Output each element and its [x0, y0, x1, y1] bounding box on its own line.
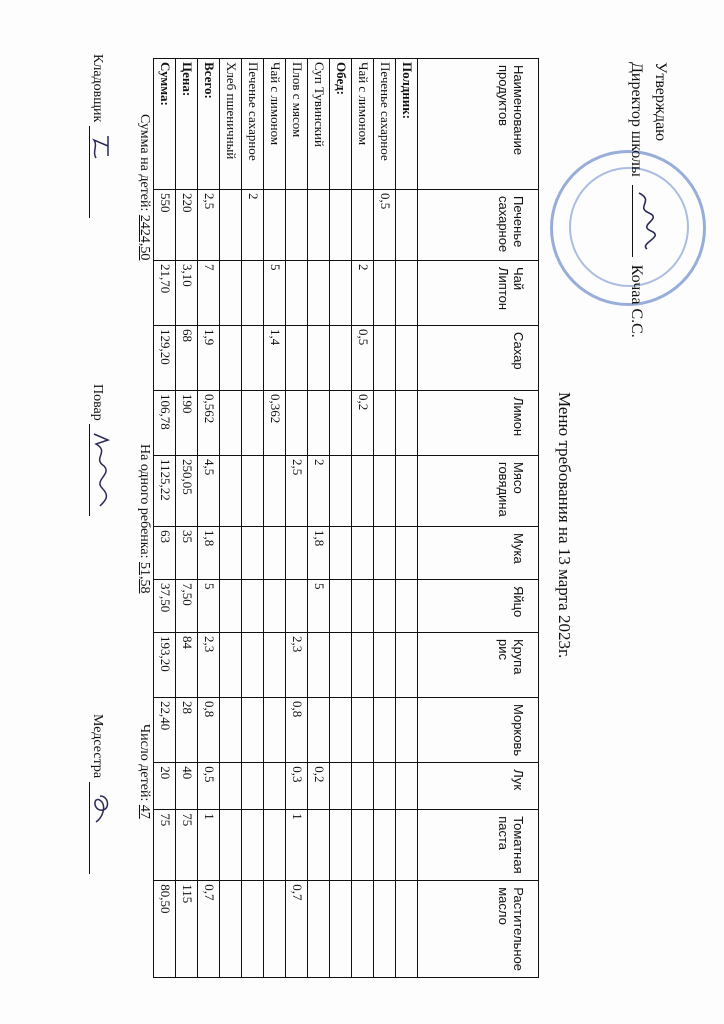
table-cell: 40 [176, 763, 198, 810]
table-cell: 0,8 [286, 698, 308, 763]
table-cell: 75 [154, 810, 176, 881]
table-cell [352, 881, 374, 978]
table-cell [242, 881, 264, 978]
table-cell [220, 763, 242, 810]
table-cell: 0,8 [198, 698, 220, 763]
table-cell [330, 580, 352, 633]
table-cell: 2,5 [286, 456, 308, 527]
table-cell: 220 [176, 190, 198, 261]
table-cell [352, 527, 374, 580]
table-cell: 193,20 [154, 633, 176, 698]
table-cell: 1,4 [264, 326, 286, 391]
children-count: Число детей: 47 [137, 724, 152, 819]
table-cell [352, 810, 374, 881]
table-cell [220, 810, 242, 881]
table-cell [374, 456, 396, 527]
table-row [220, 59, 242, 978]
table-cell: 250,05 [176, 456, 198, 527]
header-column: Печенье сахарное [418, 190, 539, 261]
table-row [264, 59, 286, 978]
table-cell [396, 763, 418, 810]
table-cell [396, 698, 418, 763]
table-cell [352, 633, 374, 698]
table-header-row [418, 59, 539, 978]
table-cell [396, 633, 418, 698]
table-cell [330, 326, 352, 391]
nurse-signature [89, 782, 106, 874]
director-label: Директор школы [628, 62, 645, 177]
table-cell [396, 527, 418, 580]
table-cell: 2 [242, 190, 264, 261]
table-row [198, 59, 220, 978]
table-cell: 0,5 [198, 763, 220, 810]
table-row [242, 59, 264, 978]
table-cell [396, 456, 418, 527]
table-cell: 5 [308, 580, 330, 633]
table-cell [242, 810, 264, 881]
row-name: Плов с мясом [286, 59, 308, 190]
table-row [352, 59, 374, 978]
table-cell: 1 [286, 810, 308, 881]
table-cell: 0,2 [308, 763, 330, 810]
table-cell [374, 763, 396, 810]
header-column: Сахар [418, 326, 539, 391]
table-cell: 1,9 [198, 326, 220, 391]
table-cell: 21,70 [154, 261, 176, 326]
header-column: Крупа рис [418, 633, 539, 698]
table-cell: 28 [176, 698, 198, 763]
table-cell [374, 527, 396, 580]
table-cell [286, 391, 308, 456]
table-cell [220, 527, 242, 580]
menu-table [153, 58, 539, 978]
table-cell: 37,50 [154, 580, 176, 633]
approved-label: Утверждаю [652, 62, 669, 142]
table-cell [374, 261, 396, 326]
per-child-value: 51,58 [137, 561, 152, 594]
row-name: Чай с лимоном [352, 59, 374, 190]
table-cell [330, 698, 352, 763]
table-row [286, 59, 308, 978]
header-column: Растительное масло [418, 881, 539, 978]
table-cell [264, 633, 286, 698]
table-cell: 0,3 [286, 763, 308, 810]
table-cell [396, 810, 418, 881]
table-row [396, 59, 418, 978]
table-cell [330, 881, 352, 978]
table-cell [308, 391, 330, 456]
table-cell: 2 [308, 456, 330, 527]
table-cell: 5 [264, 261, 286, 326]
header-column: Лук [418, 763, 539, 810]
table-cell [286, 580, 308, 633]
table-cell: 0,7 [286, 881, 308, 978]
table-cell [220, 456, 242, 527]
header-column: Морковь [418, 698, 539, 763]
table-cell [352, 580, 374, 633]
row-name: Цена: [176, 59, 198, 190]
table-cell: 0,5 [352, 326, 374, 391]
table-cell [308, 698, 330, 763]
header-column: Мука [418, 527, 539, 580]
children-count-value: 47 [137, 804, 152, 819]
table-cell: 0,2 [352, 391, 374, 456]
table-cell [308, 190, 330, 261]
table-cell [264, 881, 286, 978]
table-cell [330, 391, 352, 456]
cook-signature [89, 424, 106, 516]
table-cell [396, 391, 418, 456]
table-cell [264, 580, 286, 633]
director-name: Кочаа С.С. [628, 264, 645, 338]
table-row [330, 59, 352, 978]
row-name: Суп Тувинский [308, 59, 330, 190]
table-cell [330, 633, 352, 698]
table-cell [286, 326, 308, 391]
table-cell [220, 391, 242, 456]
table-cell [330, 527, 352, 580]
table-cell [374, 326, 396, 391]
table-cell [374, 810, 396, 881]
table-cell [374, 580, 396, 633]
row-name: Сумма: [154, 59, 176, 190]
table-cell [374, 698, 396, 763]
per-child: На одного ребенка: 51,58 [137, 444, 152, 594]
table-cell [242, 763, 264, 810]
table-cell: 22,40 [154, 698, 176, 763]
table-cell: 1 [198, 810, 220, 881]
table-cell [330, 456, 352, 527]
table-cell [264, 810, 286, 881]
table-cell: 5 [198, 580, 220, 633]
table-cell [308, 810, 330, 881]
table-cell [242, 261, 264, 326]
table-cell: 2,5 [198, 190, 220, 261]
table-cell [286, 261, 308, 326]
storekeeper-signature [89, 126, 106, 218]
table-cell: 1,8 [198, 527, 220, 580]
table-cell [220, 326, 242, 391]
table-cell [396, 261, 418, 326]
table-cell: 0,362 [264, 391, 286, 456]
table-cell [308, 261, 330, 326]
table-cell [308, 633, 330, 698]
table-cell: 0,5 [374, 190, 396, 261]
table-cell: 1,8 [308, 527, 330, 580]
table-cell [220, 580, 242, 633]
sum-value: 2424,50 [137, 214, 152, 261]
table-cell [286, 190, 308, 261]
table-cell [220, 698, 242, 763]
table-cell: 0,7 [198, 881, 220, 978]
table-cell [374, 881, 396, 978]
header-column: Мясо говядина [418, 456, 539, 527]
table-cell: 2 [352, 261, 374, 326]
director-line [627, 62, 651, 338]
nurse-signature-line: Медсестра [89, 714, 106, 874]
table-cell: 1125,22 [154, 456, 176, 527]
table-cell [220, 190, 242, 261]
row-name: Полдник: [396, 59, 418, 190]
header-column: Чай Липтон [418, 261, 539, 326]
row-name: Печенье сахарное [242, 59, 264, 190]
cook-signature-line: Повар [89, 384, 106, 516]
table-row [308, 59, 330, 978]
table-cell: 35 [176, 527, 198, 580]
table-cell: 84 [176, 633, 198, 698]
document-title: Меню требования на 13 марта 2023г. [555, 392, 574, 659]
table-cell [374, 391, 396, 456]
table-cell [352, 698, 374, 763]
header-product-name: Наименование продуктов [418, 59, 539, 190]
table-cell [242, 391, 264, 456]
table-cell: 0,562 [198, 391, 220, 456]
table-cell: 75 [176, 810, 198, 881]
row-name: Обед: [330, 59, 352, 190]
table-cell [374, 633, 396, 698]
table-cell: 115 [176, 881, 198, 978]
table-cell [308, 326, 330, 391]
table-cell: 550 [154, 190, 176, 261]
table-cell [308, 881, 330, 978]
storekeeper-signature-line: Кладовщик [89, 54, 106, 218]
table-cell [242, 698, 264, 763]
table-cell: 106,78 [154, 391, 176, 456]
table-cell [286, 527, 308, 580]
table-cell: 4,5 [198, 456, 220, 527]
table-cell [352, 763, 374, 810]
header-column: Яйцо [418, 580, 539, 633]
table-cell [242, 456, 264, 527]
table-cell: 63 [154, 527, 176, 580]
table-row [154, 59, 176, 978]
sum-for-children: Сумма на детей: 2424,50 [137, 114, 152, 261]
table-row [176, 59, 198, 978]
table-cell: 3,10 [176, 261, 198, 326]
table-cell: 68 [176, 326, 198, 391]
table-cell [396, 190, 418, 261]
table-cell [330, 190, 352, 261]
approval-block [627, 62, 670, 338]
table-cell [352, 190, 374, 261]
row-name: Хлеб пшеничный [220, 59, 242, 190]
header-column: Томатная паста [418, 810, 539, 881]
table-cell: 2,3 [286, 633, 308, 698]
table-cell [330, 261, 352, 326]
table-cell: 2,3 [198, 633, 220, 698]
table-cell [330, 810, 352, 881]
table-cell [242, 633, 264, 698]
table-cell [220, 881, 242, 978]
table-cell: 20 [154, 763, 176, 810]
table-cell [220, 633, 242, 698]
table-cell [396, 326, 418, 391]
table-cell [396, 580, 418, 633]
table-cell [264, 190, 286, 261]
table-cell [264, 763, 286, 810]
table-cell [242, 580, 264, 633]
table-cell [264, 456, 286, 527]
director-signature [632, 185, 651, 257]
header-column: Лимон [418, 391, 539, 456]
table-cell: 7 [198, 261, 220, 326]
table-cell: 190 [176, 391, 198, 456]
row-name: Печенье сахарное [374, 59, 396, 190]
row-name: Всего: [198, 59, 220, 190]
table-cell: 80,50 [154, 881, 176, 978]
table-cell: 129,20 [154, 326, 176, 391]
table-cell [264, 527, 286, 580]
row-name: Чай с лимоном [264, 59, 286, 190]
table-cell [352, 456, 374, 527]
table-row [374, 59, 396, 978]
table-cell [396, 881, 418, 978]
table-cell [330, 763, 352, 810]
table-cell [242, 527, 264, 580]
table-cell: 7,50 [176, 580, 198, 633]
table-cell [220, 261, 242, 326]
table-cell [242, 326, 264, 391]
table-cell [264, 698, 286, 763]
